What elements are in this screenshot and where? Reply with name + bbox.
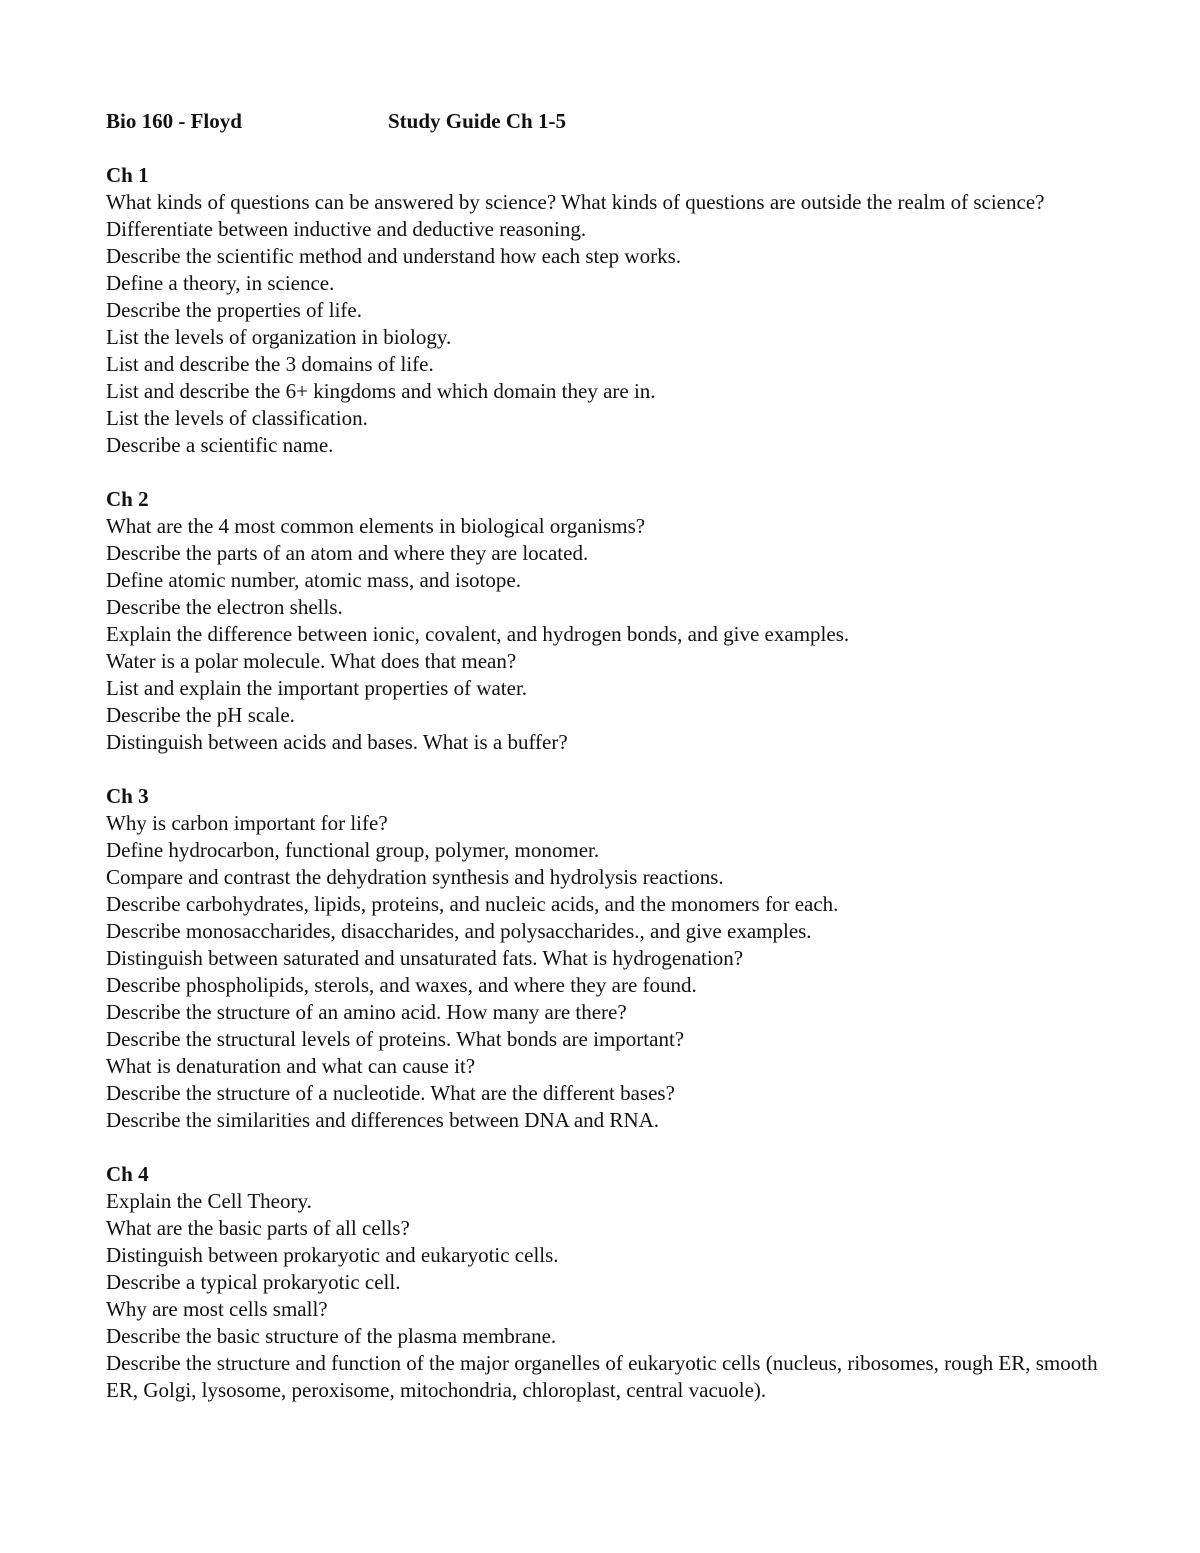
study-question: Describe a scientific name.	[106, 433, 334, 457]
study-question: Describe a typical prokaryotic cell.	[106, 1270, 401, 1294]
study-question: Compare and contrast the dehydration synthesis and hydrolysis reactions.	[106, 865, 724, 889]
study-question: Describe phospholipids, sterols, and waxes, and where they are found.	[106, 973, 697, 997]
chapter-heading: Ch 3	[106, 784, 149, 808]
study-question: Describe the structure and function of the major organelles of eukaryotic cells (nucleus, ribosomes, rough ER, smooth ER, Golgi, lysosome, peroxisome, mitochondria, chloroplast, central vacuole).	[106, 1351, 1098, 1402]
study-question: Why are most cells small?	[106, 1297, 328, 1321]
study-question: List the levels of classification.	[106, 406, 368, 430]
study-question: List and describe the 6+ kingdoms and which domain they are in.	[106, 379, 656, 403]
study-question: Describe the structure of a nucleotide. What are the different bases?	[106, 1081, 675, 1105]
study-question: What are the basic parts of all cells?	[106, 1216, 410, 1240]
chapter-section-3	[106, 783, 1106, 1134]
study-question: Explain the Cell Theory.	[106, 1189, 312, 1213]
study-question: What are the 4 most common elements in biological organisms?	[106, 514, 646, 538]
study-guide-page	[106, 108, 1106, 1431]
study-question: Describe the scientific method and understand how each step works.	[106, 244, 681, 268]
study-question: Define hydrocarbon, functional group, polymer, monomer.	[106, 838, 600, 862]
study-question: Describe the electron shells.	[106, 595, 343, 619]
study-question: Explain the difference between ionic, covalent, and hydrogen bonds, and give examples.	[106, 622, 850, 646]
chapter-heading: Ch 2	[106, 487, 149, 511]
study-question: Distinguish between prokaryotic and eukaryotic cells.	[106, 1243, 559, 1267]
study-question: Describe the parts of an atom and where they are located.	[106, 541, 589, 565]
study-question: Describe the similarities and differences between DNA and RNA.	[106, 1108, 660, 1132]
study-question: Distinguish between saturated and unsaturated fats. What is hydrogenation?	[106, 946, 744, 970]
study-question: List and explain the important properties of water.	[106, 676, 528, 700]
study-question: Describe the structural levels of proteins. What bonds are important?	[106, 1027, 685, 1051]
chapter-section-1	[106, 162, 1106, 459]
study-question: Describe the properties of life.	[106, 298, 362, 322]
study-question: Define a theory, in science.	[106, 271, 335, 295]
study-question: Describe the pH scale.	[106, 703, 295, 727]
study-question: List the levels of organization in biology.	[106, 325, 452, 349]
study-question: List and describe the 3 domains of life.	[106, 352, 434, 376]
study-question: Describe the structure of an amino acid. How many are there?	[106, 1000, 627, 1024]
study-question: Describe the basic structure of the plasma membrane.	[106, 1324, 557, 1348]
chapter-heading: Ch 1	[106, 163, 149, 187]
course-name: Bio 160 - Floyd	[106, 109, 242, 133]
chapter-heading: Ch 4	[106, 1162, 149, 1186]
chapter-section-4	[106, 1161, 1106, 1404]
chapter-section-2	[106, 486, 1106, 756]
document-title: Study Guide Ch 1-5	[388, 109, 566, 133]
study-question: Define atomic number, atomic mass, and isotope.	[106, 568, 521, 592]
study-question: Describe carbohydrates, lipids, proteins, and nucleic acids, and the monomers for each.	[106, 892, 839, 916]
study-question: Water is a polar molecule. What does that mean?	[106, 649, 517, 673]
study-question: Why is carbon important for life?	[106, 811, 388, 835]
study-question: Describe monosaccharides, disaccharides, and polysaccharides., and give examples.	[106, 919, 812, 943]
study-question: Differentiate between inductive and deductive reasoning.	[106, 217, 587, 241]
study-question: What is denaturation and what can cause it?	[106, 1054, 476, 1078]
document-header	[106, 108, 1106, 135]
study-question: What kinds of questions can be answered by science? What kinds of questions are outside the realm of science?	[106, 190, 1045, 214]
study-question: Distinguish between acids and bases. What is a buffer?	[106, 730, 568, 754]
